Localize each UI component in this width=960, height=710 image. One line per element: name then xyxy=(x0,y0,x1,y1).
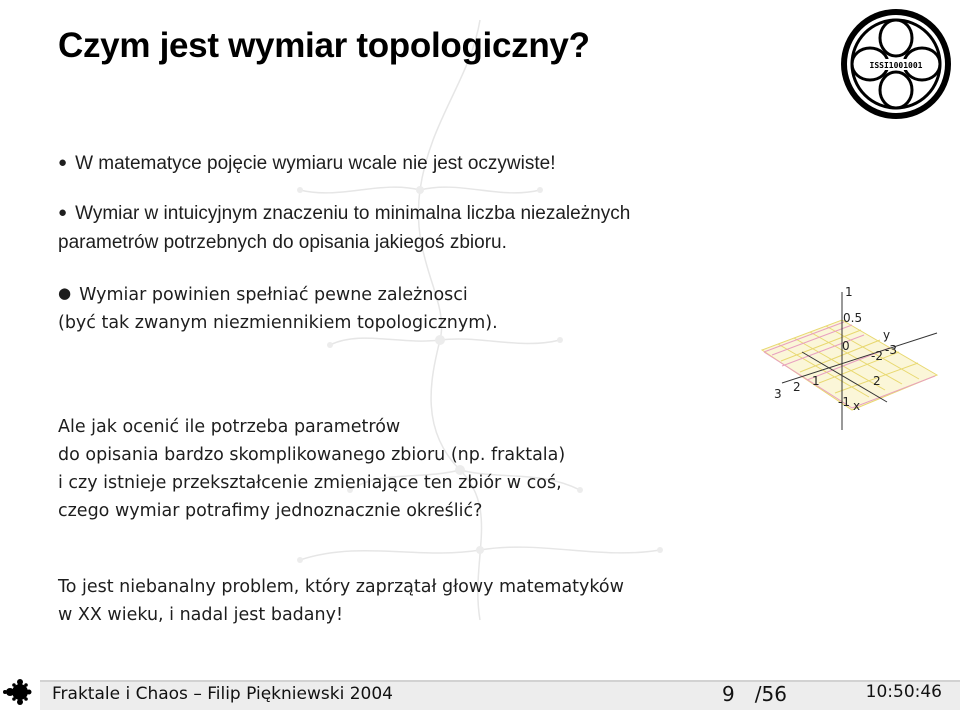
x-tick-5: -1 xyxy=(838,395,850,409)
page-total: /56 xyxy=(754,682,787,706)
bullet-3-line-2: (być tak zwanym niezmiennikiem topologicznym). xyxy=(58,313,498,333)
paragraph-1-line-2: do opisania bardzo skomplikowanego zbioru (np. fraktala) xyxy=(58,445,566,465)
bullet-2 xyxy=(58,200,818,257)
bullet-2-line-2: parametrów potrzebnych do opisania jakiegoś zbioru. xyxy=(58,232,507,253)
page-indicator xyxy=(722,682,787,706)
x-tick-3: 1 xyxy=(812,374,820,388)
logo-text: ISSI1001001 xyxy=(869,61,923,70)
y-tick-2: -3 xyxy=(885,343,897,357)
surface-plot-3d xyxy=(752,280,942,445)
fractal-logo-icon xyxy=(2,676,36,706)
paragraph-1-line-3: i czy istnieje przekształcenie zmieniające ten zbiór w coś, xyxy=(58,473,562,493)
bullet-dot-icon: ● xyxy=(58,284,72,302)
x-tick-4: 2 xyxy=(873,374,881,388)
bullet-3 xyxy=(58,281,758,337)
slide-title: Czym jest wymiar topologiczny? xyxy=(58,26,590,65)
paragraph-2-line-1: To jest niebanalny problem, który zaprzątał głowy matematyków xyxy=(58,577,624,597)
paragraph-1-line-4: czego wymiar potrafimy jednoznacznie określić? xyxy=(58,501,483,521)
x-tick-2: 2 xyxy=(793,380,801,394)
paragraph-question xyxy=(58,413,698,525)
bullet-dot-icon: ● xyxy=(58,204,68,221)
z-tick-3: 0 xyxy=(842,339,850,353)
paragraph-conclusion xyxy=(58,573,778,629)
university-logo xyxy=(838,6,954,122)
bullet-1-line-1: W matematyce pojęcie wymiaru wcale nie jest oczywiste! xyxy=(75,153,556,174)
bullet-3-line-1: Wymiar powinien spełniać pewne zależnosci xyxy=(79,285,468,305)
paragraph-1-line-1: Ale jak ocenić ile potrzeba parametrów xyxy=(58,417,401,437)
bullet-2-line-1: Wymiar w intuicyjnym znaczeniu to minimalna liczba niezależnych xyxy=(75,203,631,224)
footer-clock: 10:50:46 xyxy=(865,682,942,702)
z-tick-1: 1 xyxy=(845,285,853,299)
footer xyxy=(0,662,960,708)
x-tick-1: 3 xyxy=(774,387,782,401)
page-current: 9 xyxy=(722,682,735,706)
bullet-1 xyxy=(58,150,556,179)
bullet-dot-icon: ● xyxy=(58,154,68,171)
y-tick-1: -2 xyxy=(871,349,883,363)
x-axis-label: x xyxy=(853,399,861,413)
footer-title: Fraktale i Chaos – Filip Piękniewski 2004 xyxy=(52,684,393,704)
z-tick-2: 0.5 xyxy=(843,311,863,325)
paragraph-2-line-2: w XX wieku, i nadal jest badany! xyxy=(58,605,343,625)
y-axis-label: y xyxy=(883,328,891,342)
